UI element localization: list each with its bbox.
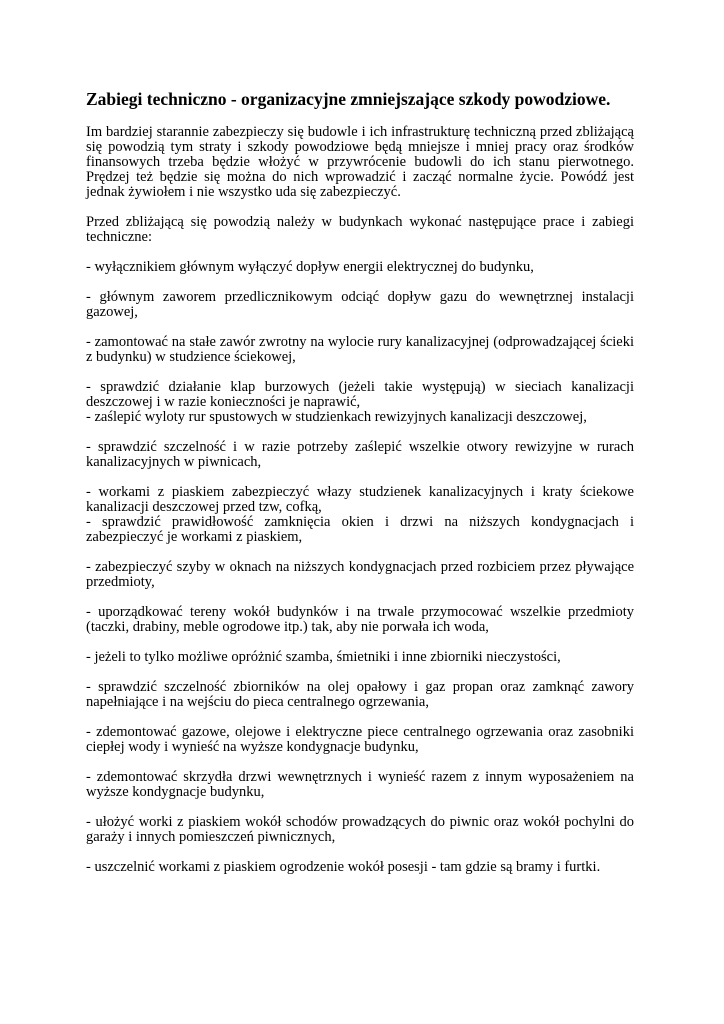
list-item: - sprawdzić szczelność i w razie potrzeby zaślepić wszelkie otwory rewizyjne w rurach kanalizacyjnych w piwnicach, <box>86 439 634 470</box>
list-item: - uporządkować tereny wokół budynków i na trwale przymocować wszelkie przedmioty (taczki, drabiny, meble ogrodowe itp.) tak, aby nie porwała ich woda, <box>86 604 634 635</box>
list-item: - zaślepić wyloty rur spustowych w studzienkach rewizyjnych kanalizacji deszczowej, <box>86 409 587 425</box>
list-item: - sprawdzić prawidłowość zamknięcia okien i drzwi na niższych kondygnacjach i zabezpieczyć je workami z piaskiem, <box>86 514 634 545</box>
list-item: - wyłącznikiem głównym wyłączyć dopływ energii elektrycznej do budynku, <box>86 259 534 275</box>
list-item: - jeżeli to tylko możliwe opróżnić szamba, śmietniki i inne zbiorniki nieczystości, <box>86 649 561 665</box>
intro-paragraph: Im bardziej starannie zabezpieczy się budowle i ich infrastrukturę techniczną przed zbliżającą się powodzią tym straty i szkody powodziowe będą mniejsze i mniej pracy oraz środków finansowych trzeba będzie włożyć w przywrócenie budowli do ich stanu pierwotnego. Prędzej też będzie się można do nich wprowadzić i zacząć normalne życie. Powódź jest jednak żywiołem i nie wszystko uda się zabezpieczyć. <box>86 124 634 200</box>
document-title: Zabiegi techniczno - organizacyjne zmniejszające szkody powodziowe. <box>86 89 611 109</box>
list-item: - uszczelnić workami z piaskiem ogrodzenie wokół posesji - tam gdzie są bramy i furtki. <box>86 859 601 875</box>
list-item: - zdemontować gazowe, olejowe i elektryczne piece centralnego ogrzewania oraz zasobniki ciepłej wody i wynieść na wyższe kondygnacje budynku, <box>86 724 634 755</box>
list-item: - sprawdzić szczelność zbiorników na olej opałowy i gaz propan oraz zamknąć zawory napełniające i na wejściu do pieca centralnego ogrzewania, <box>86 679 634 710</box>
list-item: - ułożyć worki z piaskiem wokół schodów prowadzących do piwnic oraz wokół pochylni do garaży i innych pomieszczeń piwnicznych, <box>86 814 634 845</box>
list-item: - workami z piaskiem zabezpieczyć włazy studzienek kanalizacyjnych i kraty ściekowe kanalizacji deszczowej przed tzw, cofką, <box>86 484 634 515</box>
lead-paragraph: Przed zbliżającą się powodzią należy w budynkach wykonać następujące prace i zabiegi techniczne: <box>86 214 634 245</box>
document-page <box>86 88 634 890</box>
list-item: - zamontować na stałe zawór zwrotny na wylocie rury kanalizacyjnej (odprowadzającej ścieki z budynku) w studzience ściekowej, <box>86 334 634 365</box>
list-item: - zdemontować skrzydła drzwi wewnętrznych i wynieść razem z innym wyposażeniem na wyższe kondygnacje budynku, <box>86 769 634 800</box>
list-item: - głównym zaworem przedlicznikowym odciąć dopływ gazu do wewnętrznej instalacji gazowej, <box>86 289 634 320</box>
list-item: - sprawdzić działanie klap burzowych (jeżeli takie występują) w sieciach kanalizacji deszczowej i w razie konieczności je naprawić, <box>86 379 634 410</box>
list-item: - zabezpieczyć szyby w oknach na niższych kondygnacjach przed rozbiciem przez pływające przedmioty, <box>86 559 634 590</box>
measures-list <box>86 260 634 875</box>
